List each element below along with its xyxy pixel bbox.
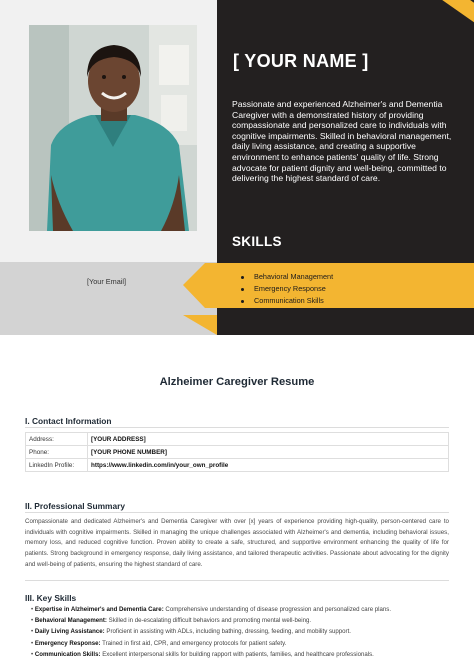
contact-label: Address:	[26, 433, 88, 446]
skill-item	[241, 271, 333, 283]
skill-item	[241, 295, 333, 307]
bullet-icon	[241, 288, 244, 291]
table-row	[26, 446, 449, 459]
skill-item	[241, 283, 333, 295]
summary-text: Compassionate and dedicated Alzheimer's and Dementia Caregiver with over [x] years of experience providing high-quality, person-centered care to individuals with cognitive impairments. Skilled in managing the unique challenges associated with Alzheimer's and dementia, including behavioral issues, memory loss, and reduced cognitive function. Proven ability to create a safe, structured, and supportive environment enhancing the quality of life for patients. Strong background in emergency response, daily living assistance, and tailored therapeutic activities. Passionate about advocating for the dignity and well-being of patients, ensuring the highest standard of care.	[25, 518, 449, 568]
document-title: Alzheimer Caregiver Resume	[159, 376, 315, 388]
key-skills-list	[31, 604, 391, 660]
list-item: • Daily Living Assistance: Proficient in assisting with ADLs, including bathing, dressing, feeding, and mobility support.	[31, 628, 351, 636]
bullet-icon	[241, 300, 244, 303]
contact-value: [YOUR ADDRESS]	[88, 433, 449, 446]
list-item: • Behavioral Management: Skilled in de-escalating difficult behaviors and promoting mental well-being.	[31, 617, 312, 625]
divider	[25, 512, 449, 513]
list-item: • Expertise in Alzheimer's and Dementia Care: Comprehensive understanding of disease progression and personalized care plans.	[31, 606, 392, 613]
email-text: [Your Email]	[87, 277, 127, 286]
skills-heading: SKILLS	[232, 234, 282, 249]
skill-term: Daily Living Assistance:	[34, 628, 105, 636]
contact-heading: I. Contact Information	[25, 416, 112, 426]
skill-term: Emergency Response:	[34, 639, 101, 647]
skill-label: Behavioral Management	[254, 272, 334, 281]
summary-heading: II. Professional Summary	[25, 501, 126, 511]
list-item: • Emergency Response: Trained in first aid, CPR, and emergency protocols for patient safety.	[31, 639, 287, 647]
profile-bio: Passionate and experienced Alzheimer's and Dementia Caregiver with a demonstrated history of providing compassionate and personalized care to individuals with cognitive impairments. Skilled in behavioral management, daily living assistance, and creating a supportive environment to enhance patients' quality of life. Strong advocate for patient dignity and well-being, committed to delivering the highest standard of care.	[232, 99, 452, 184]
divider	[25, 427, 449, 428]
candidate-name: [ YOUR NAME ]	[233, 51, 369, 71]
divider	[25, 580, 449, 581]
contact-label: Phone:	[26, 446, 88, 459]
contact-label: LinkedIn Profile:	[26, 459, 88, 472]
linkedin-link[interactable]: https://www.linkedin.com/in/your_own_profile	[88, 459, 449, 472]
skill-term: Behavioral Management:	[34, 617, 107, 625]
skill-desc: Proficient in assisting with ADLs, including bathing, dressing, feeding, and mobility support.	[104, 628, 351, 636]
resume-banner	[0, 0, 474, 335]
skill-desc: Comprehensive understanding of disease progression and personalized care plans.	[163, 606, 392, 613]
key-skills-heading: III. Key Skills	[25, 593, 77, 603]
skill-label: Communication Skills	[254, 296, 324, 305]
profile-photo	[29, 25, 197, 231]
skill-desc: Excellent interpersonal skills for building rapport with patients, families, and healthcare professionals.	[100, 650, 374, 658]
contact-table	[25, 432, 449, 472]
table-row	[26, 433, 449, 446]
list-item: • Communication Skills: Excellent interpersonal skills for building rapport with patients, families, and healthcare professionals.	[31, 650, 374, 658]
skill-desc: Trained in first aid, CPR, and emergency protocols for patient safety.	[100, 639, 287, 647]
skill-desc: Skilled in de-escalating difficult behaviors and promoting mental well-being.	[106, 617, 312, 625]
bullet-icon	[241, 276, 244, 279]
table-row	[26, 459, 449, 472]
skills-list	[241, 271, 333, 307]
skill-term: Communication Skills:	[34, 650, 101, 658]
skill-label: Emergency Response	[254, 284, 326, 293]
contact-value: [YOUR PHONE NUMBER]	[88, 446, 449, 459]
corner-accent-stripe	[409, 0, 474, 40]
skill-term: Expertise in Alzheimer's and Dementia Care:	[34, 606, 164, 613]
